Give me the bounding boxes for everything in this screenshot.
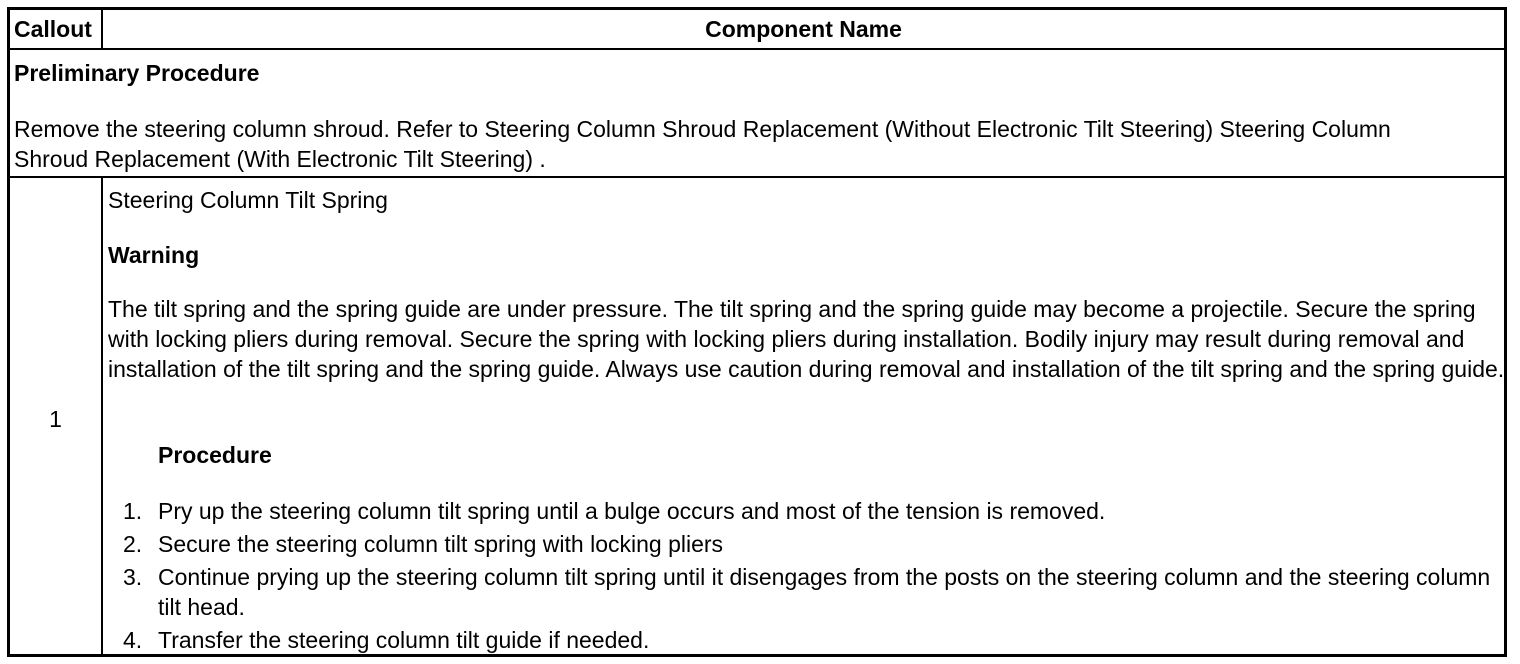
procedure-title: Procedure	[158, 442, 272, 468]
callout-cell	[10, 178, 103, 654]
step-number: 4.	[123, 627, 143, 653]
step-number: 2.	[123, 531, 143, 557]
step-number: 3.	[123, 564, 143, 590]
preliminary-procedure-title: Preliminary Procedure	[14, 60, 260, 86]
procedure-step	[103, 625, 1493, 655]
warning-title: Warning	[108, 242, 200, 268]
step-text: Transfer the steering column tilt guide if needed.	[158, 627, 650, 653]
preliminary-procedure-row	[10, 50, 1504, 178]
step-number: 1.	[123, 498, 143, 524]
preliminary-procedure-text: Remove the steering column shroud. Refer to Steering Column Shroud Replacement (Without Electronic Tilt Steering) Steering Column Shroud Replacement (With Electronic Tilt Steering) .	[14, 116, 1391, 172]
procedure-steps-list	[103, 496, 1493, 658]
component-cell	[103, 178, 1504, 654]
callout-column-header: Callout	[10, 10, 103, 48]
table-header-row	[10, 10, 1504, 50]
warning-text: The tilt spring and the spring guide are under pressure. The tilt spring and the spring guide may become a projectile. Secure the spring with locking pliers during removal. Secure the spring with locking pliers during installation. Bodily injury may result during removal and installation of the tilt spring and the spring guide. Always use caution during removal and installation of the tilt spring and the spring guide.	[108, 296, 1505, 382]
table-row	[10, 178, 1504, 654]
component-name: Steering Column Tilt Spring	[108, 187, 388, 213]
component-table	[7, 7, 1507, 657]
step-text: Continue prying up the steering column tilt spring until it disengages from the posts on the steering column and the steering column tilt head.	[158, 564, 1491, 620]
procedure-step	[103, 496, 1493, 526]
step-text: Pry up the steering column tilt spring until a bulge occurs and most of the tension is removed.	[158, 498, 1106, 524]
step-text: Secure the steering column tilt spring with locking pliers	[158, 531, 724, 557]
component-name-column-header: Component Name	[705, 16, 902, 42]
procedure-step	[103, 562, 1493, 622]
callout-number: 1	[49, 406, 62, 432]
procedure-step	[103, 529, 1493, 559]
